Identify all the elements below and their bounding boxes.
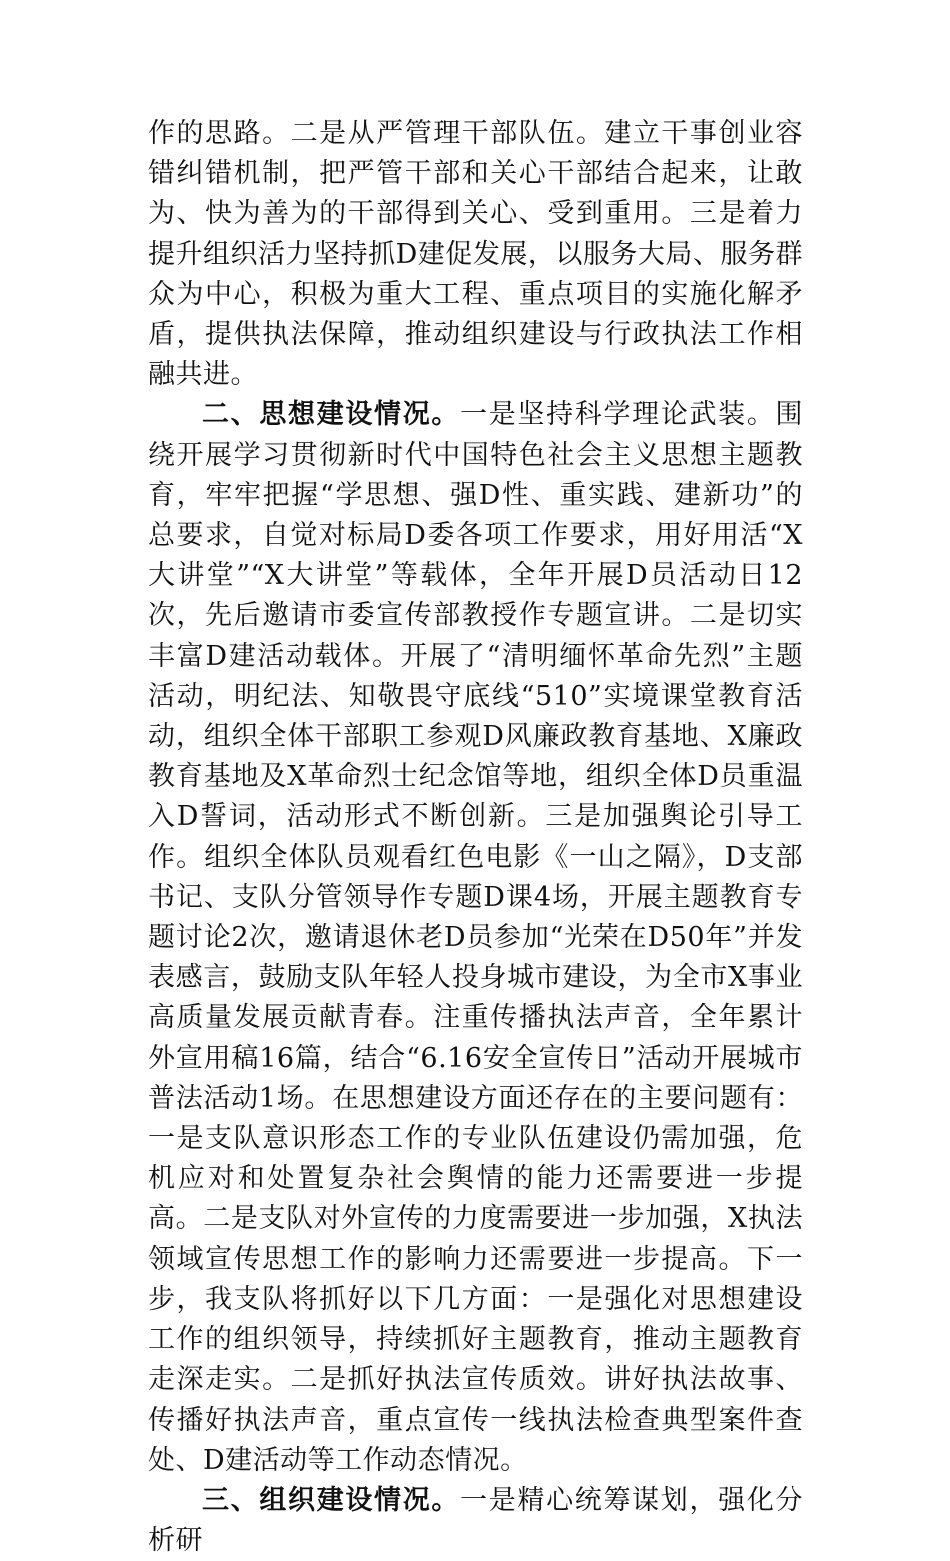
paragraph-continuation (148, 114, 803, 395)
paragraph-organization (148, 1481, 803, 1561)
section-heading: 二、思想建设情况。 (202, 399, 461, 431)
paragraph-ideology (148, 395, 803, 1480)
paragraph-text: 一是精心统筹谋划，强化分析研 (148, 1484, 804, 1557)
paragraph-text: 作的思路。二是从严管理干部队伍。建立干事创业容错纠错机制，把严管干部和关心干部结合起来，让敢为、快为善为的干部得到关心、受到重用。三是着力提升组织活力坚持抓D建促发展，以服务大局、服务群众为中心，积极为重大工程、重点项目的实施化解矛盾，提供执法保障，推动组织建设与行政执法工作相融共进。 (148, 118, 803, 391)
section-heading: 三、组织建设情况。 (202, 1484, 461, 1516)
paragraph-text: 一是坚持科学理论武装。围绕开展学习贯彻新时代中国特色社会主义思想主题教育，牢牢把握“学思想、强D性、重实践、建新功”的总要求，自觉对标局D委各项工作要求，用好用活“X大讲堂”“X大讲堂”等载体，全年开展D员活动日12次，先后邀请市委宣传部教授作专题宣讲。二是切实丰富D建活动载体。开展了“清明缅怀革命先烈”主题活动，明纪法、知敬畏守底线“510”实境课堂教育活动，组织全体干部职工参观D风廉政教育基地、X廉政教育基地及X革命烈士纪念馆等地，组织全体D员重温入D誓词，活动形式不断创新。三是加强舆论引导工作。组织全体队员观看红色电影《一山之隔》，D支部书记、支队分管领导作专题D课4场，开展主题教育专题讨论2次，邀请退休老D员参加“光荣在D50年”并发表感言，鼓励支队年轻人投身城市建设，为全市X事业高质量发展贡献青春。注重传播执法声音，全年累计外宣用稿16篇，结合“6.16安全宣传日”活动开展城市普法活动1场。在思想建设方面还存在的主要问题有：一是支队意识形态工作的专业队伍建设仍需加强，危机应对和处置复杂社会舆情的能力还需要进一步提高。二是支队对外宣传的力度需要进一步加强，X执法领域宣传思想工作的影响力还需要进一步提高。下一步，我支队将抓好以下几方面：一是强化对思想建设工作的组织领导，持续抓好主题教育，推动主题教育走深走实。二是抓好执法宣传质效。讲好执法故事、传播好执法声音，重点宣传一线执法检查典型案件查处、D建活动等工作动态情况。 (148, 399, 804, 1476)
